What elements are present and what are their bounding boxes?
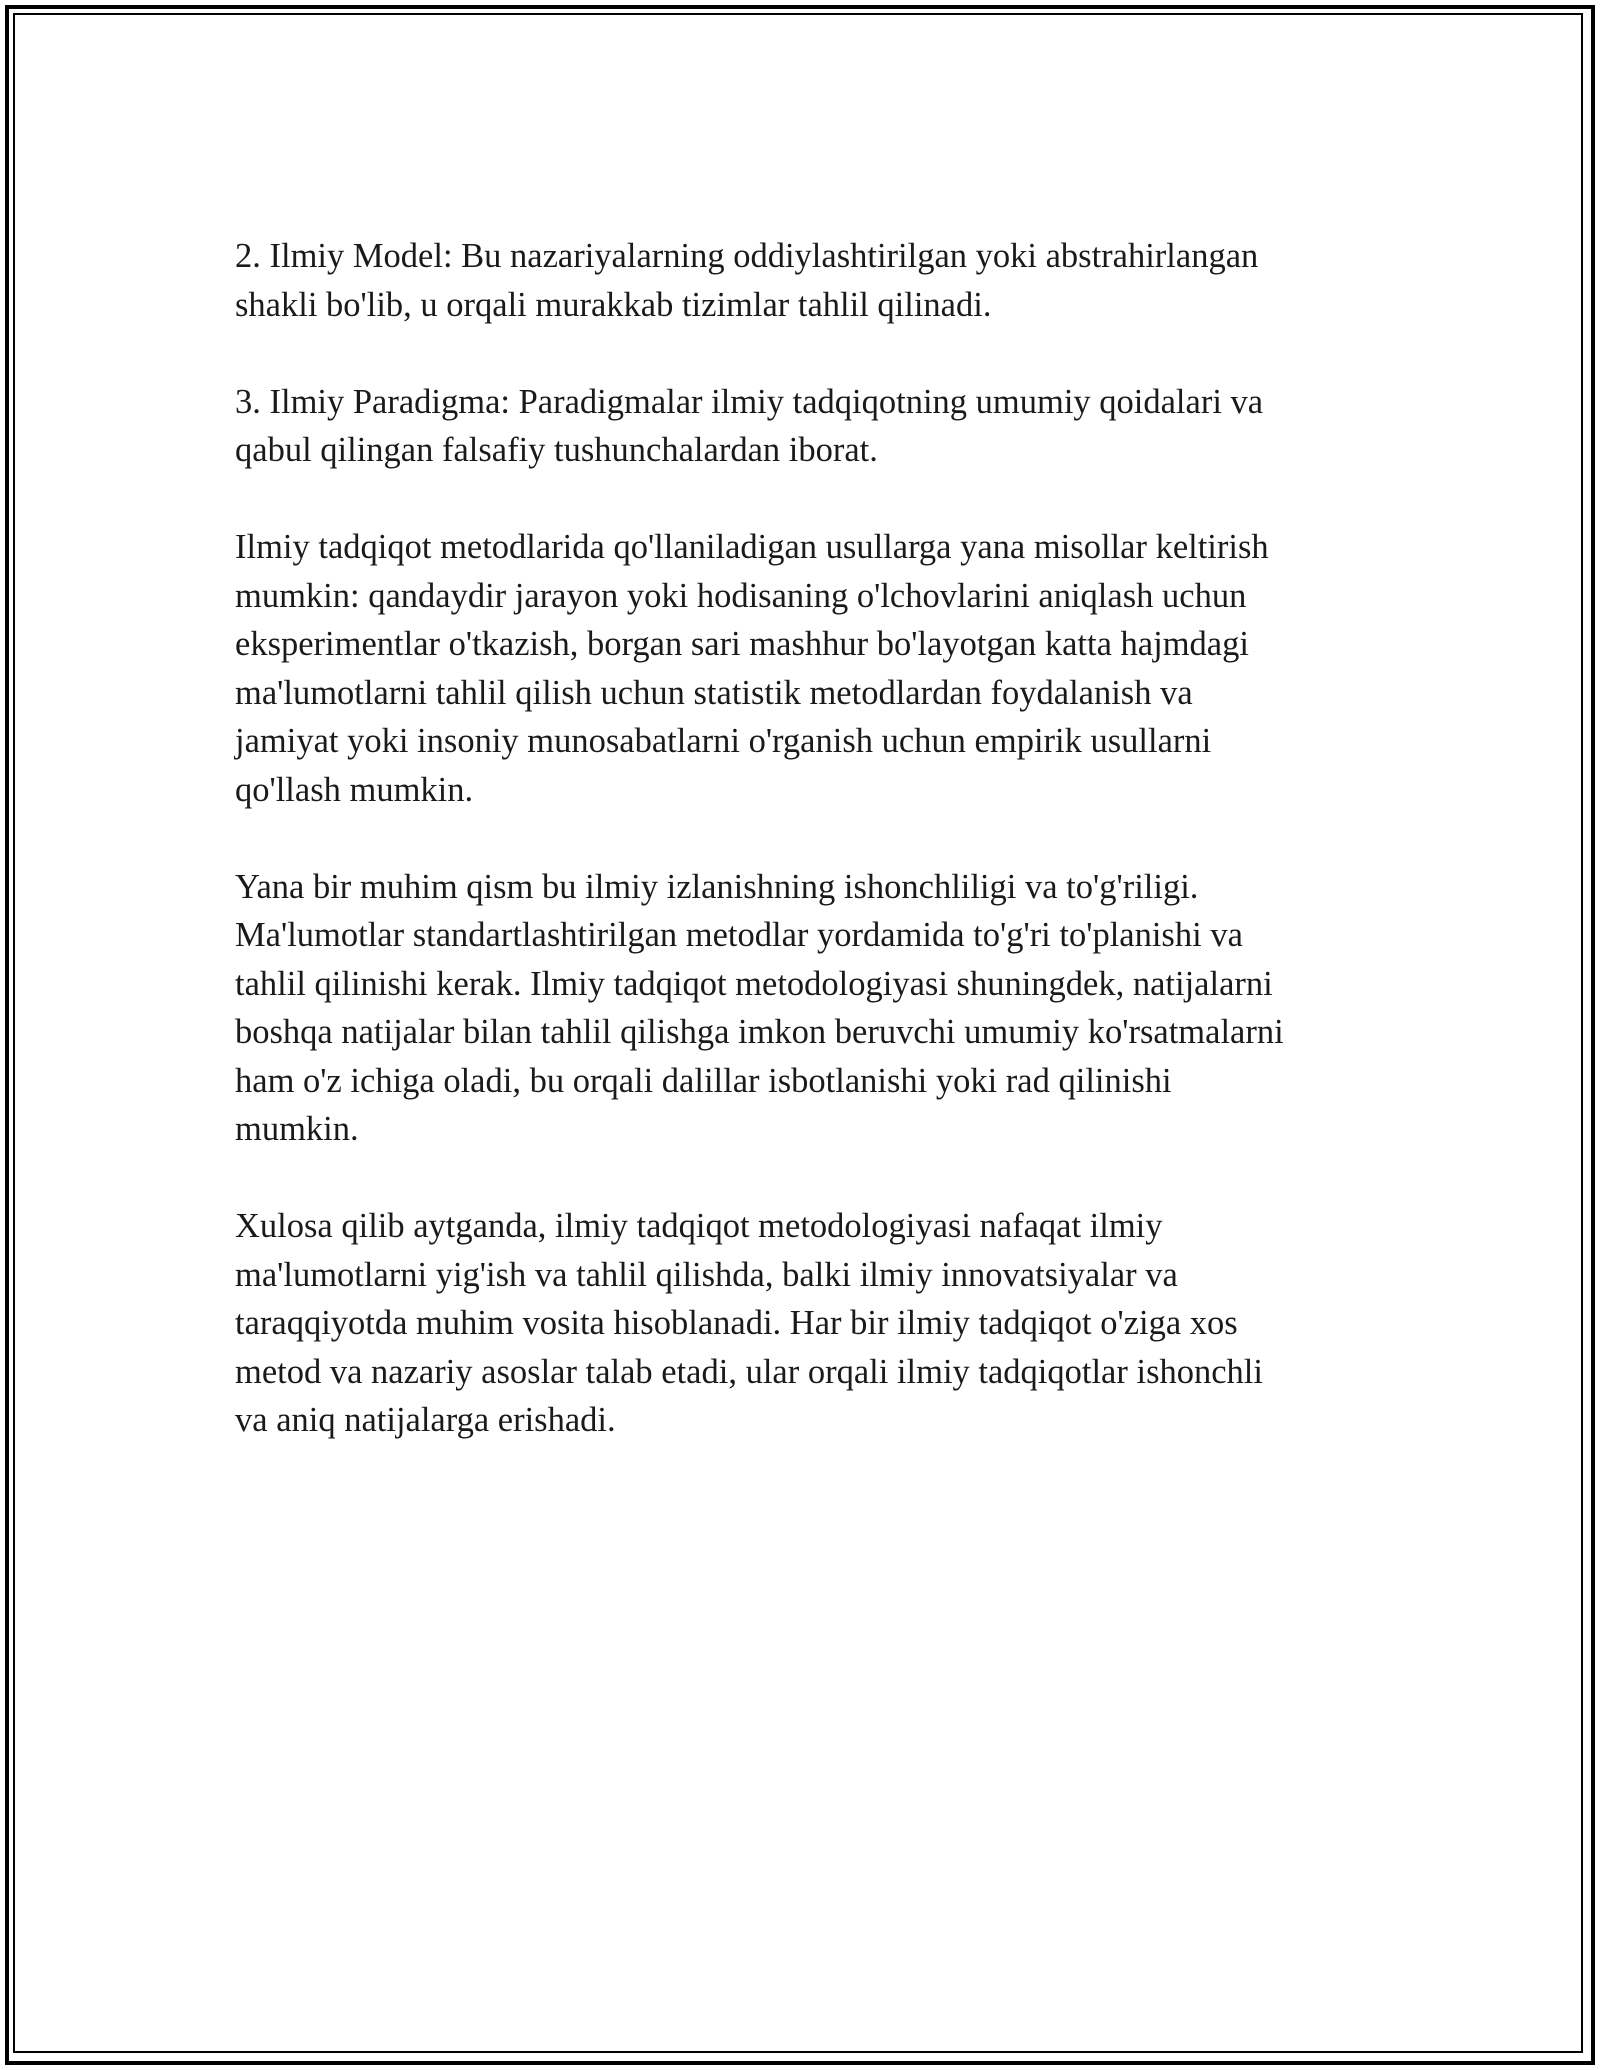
document-body (235, 232, 1375, 1493)
paragraph-ishonchlilik: Yana bir muhim qism bu ilmiy izlanishning ishonchliligi va to'g'riligi. Ma'lumotlar standartlashtirilgan metodlar yordamida to'g'ri to'planishi va tahlil qilinishi kerak. Ilmiy tadqiqot metodologiyasi shuningdek, natijalarni boshqa natijalar bilan tahlil qilishga imkon beruvchi umumiy ko'rsatmalarni ham o'z ichiga oladi, bu orqali dalillar isbotlanishi yoki rad qilinishi mumkin. (235, 867, 1284, 1148)
paragraph-metod-misollar: Ilmiy tadqiqot metodlarida qo'llaniladigan usullarga yana misollar keltirish mumkin: qandaydir jarayon yoki hodisaning o'lchovlarini aniqlash uchun eksperimentlar o'tkazish, borgan sari mashhur bo'layotgan katta hajmdagi ma'lumotlarni tahlil qilish uchun statistik metodlardan foydalanish va jamiyat yoki insoniy munosabatlarni o'rganish uchun empirik usullarni qo'llash mumkin. (235, 528, 1269, 809)
paragraph-ilmiy-model: 2. Ilmiy Model: Bu nazariyalarning oddiylashtirilgan yoki abstrahirlangan shakli bo'lib, u orqali murakkab tizimlar tahlil qilinadi. (235, 237, 1259, 324)
paragraph-xulosa: Xulosa qilib aytganda, ilmiy tadqiqot metodologiyasi nafaqat ilmiy ma'lumotlarni yig'ish va tahlil qilishda, balki ilmiy innovatsiyalar va taraqqiyotda muhim vosita hisoblanadi. Har bir ilmiy tadqiqot o'ziga xos metod va nazariy asoslar talab etadi, ular orqali ilmiy tadqiqotlar ishonchli va aniq natijalarga erishadi. (235, 1207, 1263, 1439)
paragraph-ilmiy-paradigma: 3. Ilmiy Paradigma: Paradigmalar ilmiy tadqiqotning umumiy qoidalari va qabul qilingan falsafiy tushunchalardan iborat. (235, 382, 1264, 469)
